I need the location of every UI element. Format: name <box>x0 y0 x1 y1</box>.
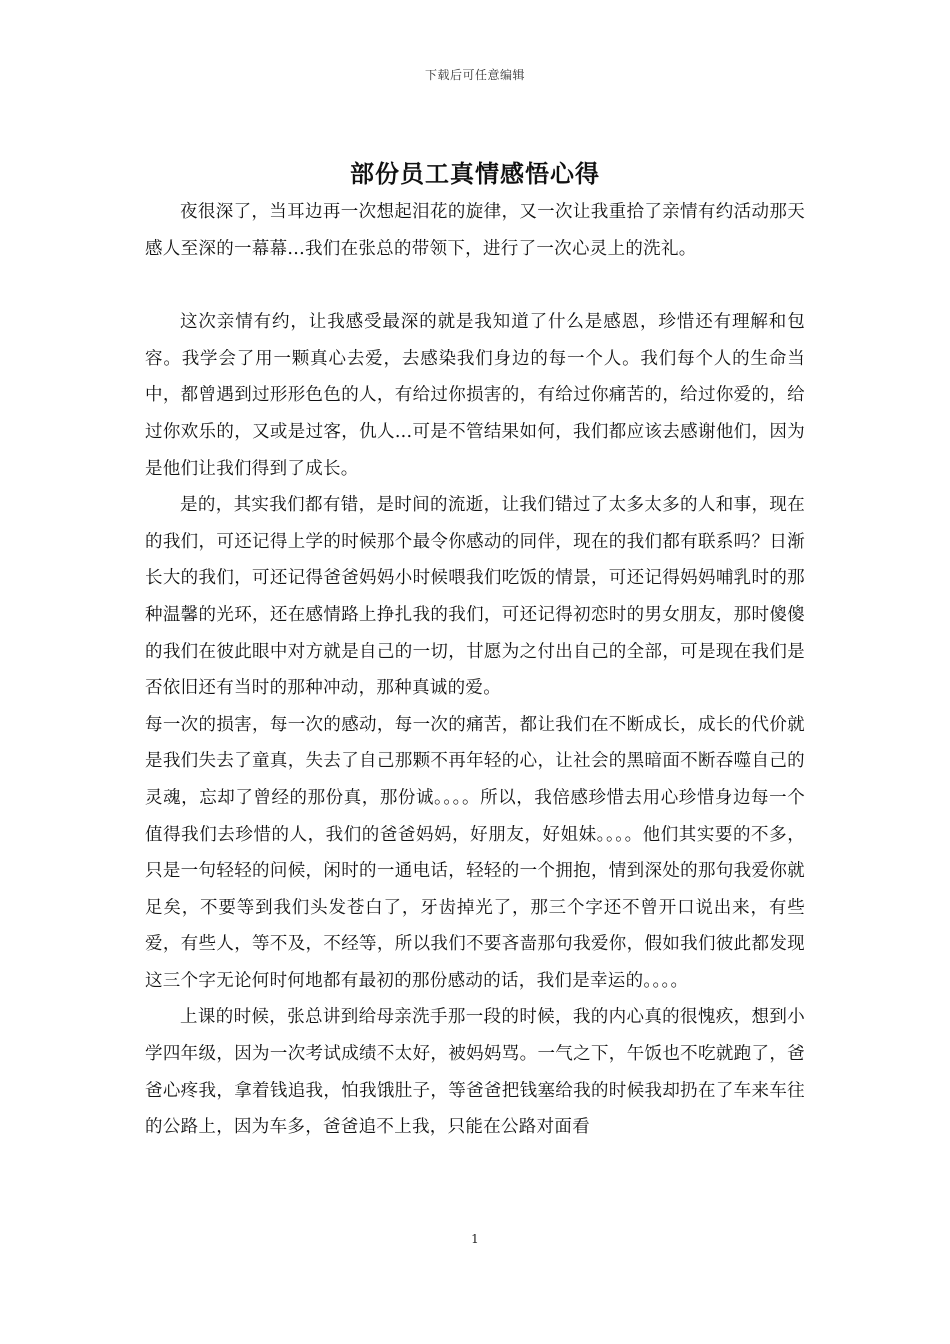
paragraph-3: 是的，其实我们都有错，是时间的流逝，让我们错过了太多太多的人和事，现在的我们，可还记得上学的时候那个最令你感动的同伴，现在的我们都有联系吗？日渐长大的我们，可还记得爸爸妈妈小时候喂我们吃饭的情景，可还记得妈妈哺乳时的那种温馨的光环，还在感情路上挣扎我的我们，可还记得初恋时的男女朋友，那时傻傻的我们在彼此眼中对方就是自己的一切，甘愿为之付出自己的全部，可是现在我们是否依旧还有当时的那种冲动，那种真诚的爱。 <box>145 495 805 699</box>
paragraph-1: 夜很深了，当耳边再一次想起泪花的旋律，又一次让我重拾了亲情有约活动那天感人至深的一幕幕...我们在张总的带领下，进行了一次心灵上的洗礼。 <box>145 202 805 259</box>
page-number: 1 <box>471 1232 479 1246</box>
header-note: 下载后可任意编辑 <box>424 68 525 82</box>
document-body <box>145 194 805 1146</box>
paragraph-5: 上课的时候，张总讲到给母亲洗手那一段的时候，我的内心真的很愧疚，想到小学四年级，因为一次考试成绩不太好，被妈妈骂。一气之下，午饭也不吃就跑了，爸爸心疼我，拿着钱追我，怕我饿肚子，等爸爸把钱塞给我的时候我却扔在了车来车往的公路上，因为车多，爸爸追不上我，只能在公路对面看 <box>145 1007 805 1138</box>
document-title: 部份员工真情感悟心得 <box>350 159 600 188</box>
paragraph-4: 每一次的损害，每一次的感动，每一次的痛苦，都让我们在不断成长，成长的代价就是我们失去了童真，失去了自己那颗不再年轻的心，让社会的黑暗面不断吞噬自己的灵魂，忘却了曾经的那份真，那份诚。。。。所以，我倍感珍惜去用心珍惜身边每一个值得我们去珍惜的人，我们的爸爸妈妈，好朋友，好姐妹。。。。他们其实要的不多，只是一句轻轻的问候，闲时的一通电话，轻轻的一个拥抱，情到深处的那句我爱你就足矣，不要等到我们头发苍白了，牙齿掉光了，那三个字还不曾开口说出来，有些爱，有些人，等不及，不经等，所以我们不要吝啬那句我爱你，假如我们彼此都发现这三个字无论何时何地都有最初的那份感动的话，我们是幸运的。。。。 <box>145 714 805 991</box>
paragraph-gap <box>145 267 805 304</box>
paragraph-2: 这次亲情有约，让我感受最深的就是我知道了什么是感恩，珍惜还有理解和包容。我学会了用一颗真心去爱，去感染我们身边的每一个人。我们每个人的生命当中，都曾遇到过形形色色的人，有给过你损害的，有给过你痛苦的，给过你爱的，给过你欢乐的，又或是过客，仇人...可是不管结果如何，我们都应该去感谢他们，因为是他们让我们得到了成长。 <box>145 312 805 479</box>
